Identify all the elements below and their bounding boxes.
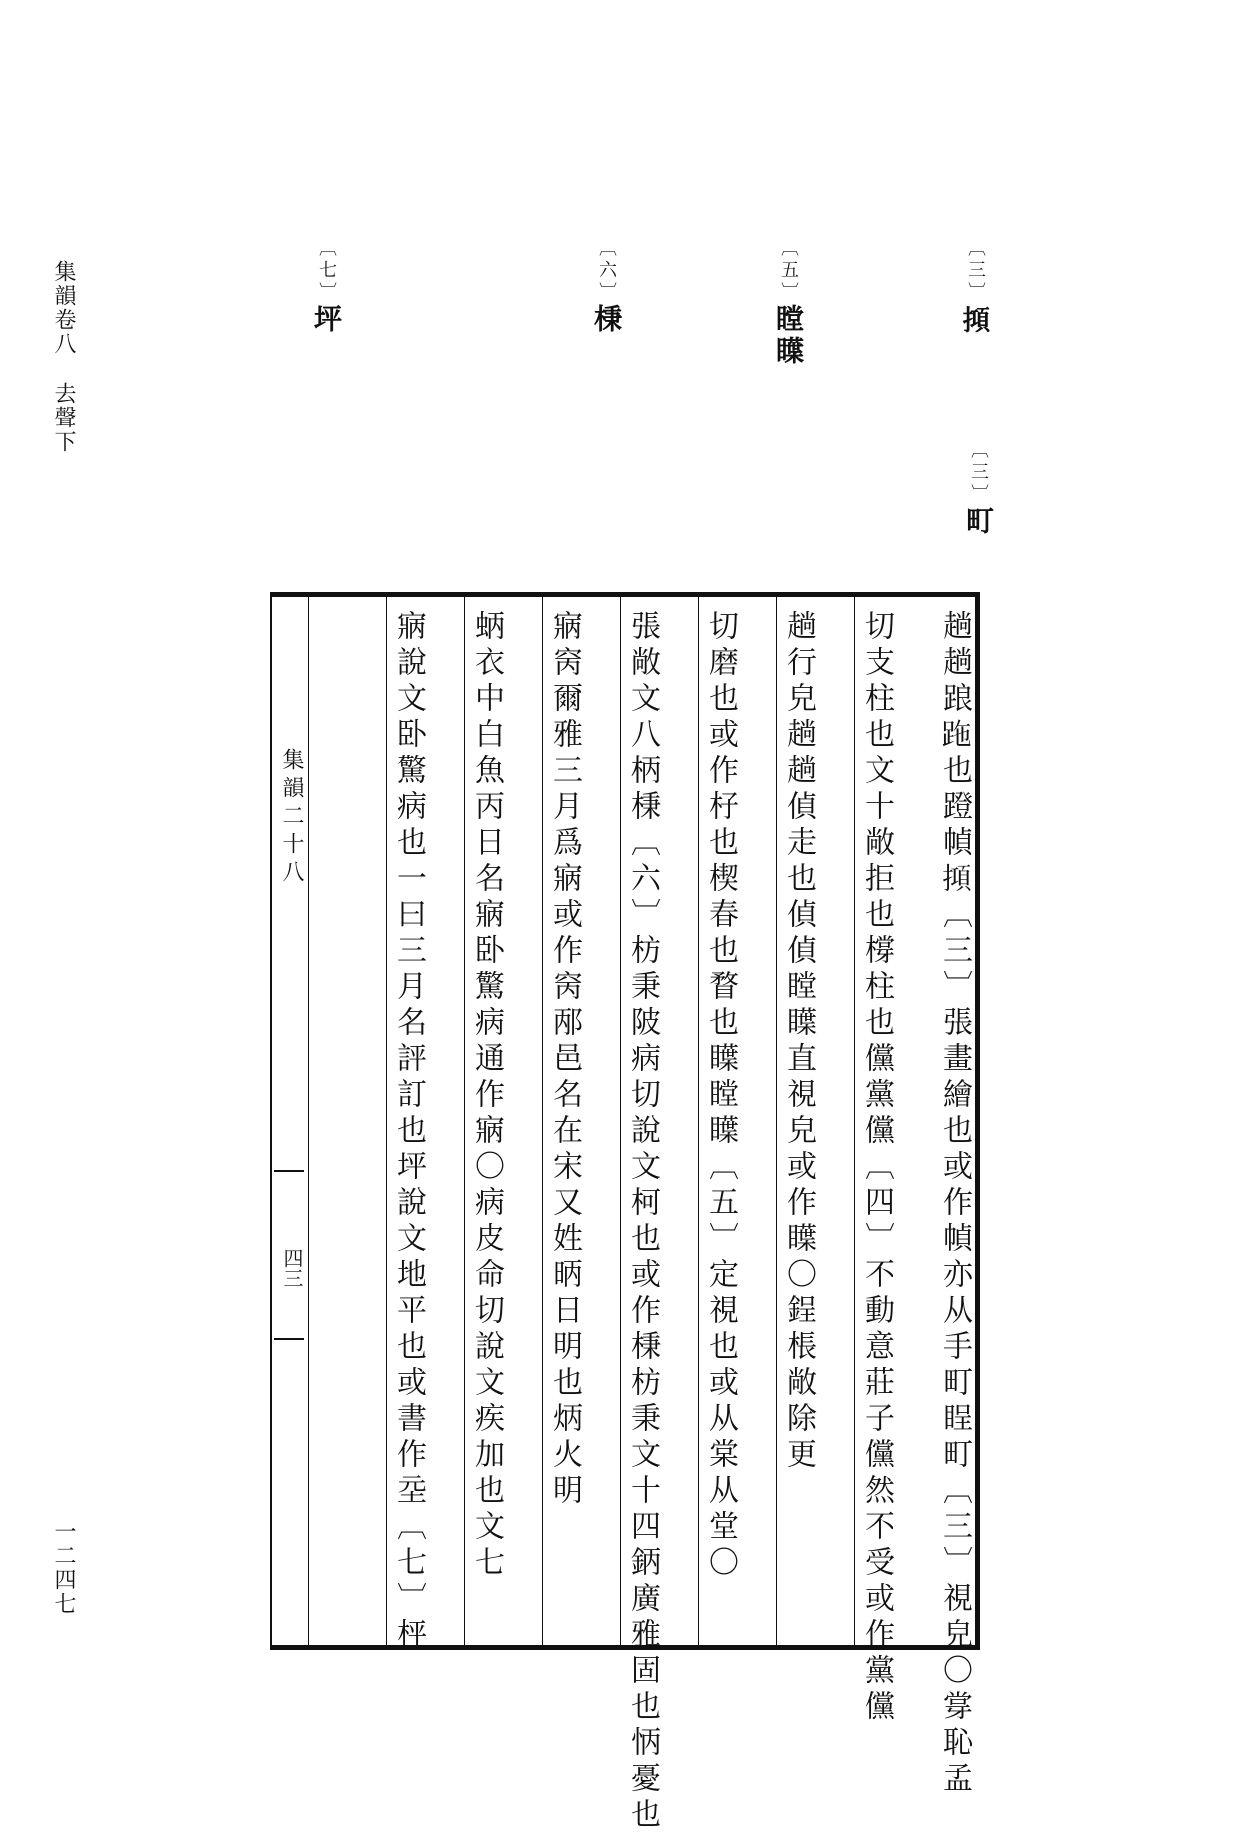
column-text: 趟趟踉𧿶也蹬幀𢴦〔三〕張畫繪也或作幀亦从手町睈町〔三〕視皃〇牚恥孟 <box>937 610 972 1798</box>
note-bracket: 〔三〕 <box>965 238 986 304</box>
gutter-rule <box>274 1338 304 1340</box>
text-column-2 <box>820 598 898 1726</box>
running-head-section: 去聲下 <box>51 382 76 454</box>
column-text: 寎窉爾雅三月爲寎或作窉邴邑名在宋又姓昞日明也炳火明 <box>547 610 582 1510</box>
note-bracket: 〔三〕 <box>968 440 989 506</box>
text-column-5 <box>586 598 664 1834</box>
block-gutter <box>272 598 306 1648</box>
text-column-7 <box>430 598 508 1642</box>
page-number: 一二四七 <box>51 1520 76 1616</box>
column-divider <box>308 592 309 1650</box>
note-text: 棅 <box>590 304 623 336</box>
note-text: 𢴦 <box>959 304 992 336</box>
running-head-book: 集韻卷八 <box>51 260 76 356</box>
collation-note <box>306 238 346 336</box>
column-text: 切磨也或作杍也楔春也瞀也瞸瞠瞸〔五〕定視也或从棠从堂〇 <box>703 610 738 1582</box>
frame-top-border <box>270 592 980 597</box>
column-text: 蛃衣中白魚丙日名寎卧驚病通作寎〇病皮命切說文疾加也文七 <box>469 610 504 1582</box>
collation-note <box>958 440 998 538</box>
gutter-label: 集韻二十八 <box>279 748 304 888</box>
collation-note <box>586 238 626 336</box>
column-text: 寎說文卧驚病也一曰三月名評訂也坪說文地平也或書作坖〔七〕枰 <box>391 610 426 1654</box>
note-bracket: 〔七〕 <box>316 238 337 304</box>
note-bracket: 〔六〕 <box>596 238 617 304</box>
text-column-6 <box>508 598 586 1642</box>
column-text: 張敞文八柄棅〔六〕枋秉陂病切說文柯也或作棅枋秉文十四鈵廣雅固也怲憂也 <box>625 610 660 1834</box>
text-column-4 <box>664 598 742 1642</box>
note-text: 町 <box>962 506 995 538</box>
gutter-folio: 四三 <box>280 1248 304 1288</box>
collation-note <box>958 238 992 336</box>
column-text: 趟行皃趟趟偵走也偵偵瞠瞸直視皃或作瞸〇鋥棖敞除更 <box>781 610 816 1474</box>
note-text: 坪 <box>310 304 343 336</box>
note-bracket: 〔五〕 <box>778 238 799 304</box>
collation-note <box>768 238 808 368</box>
note-text: 瞠瞸 <box>772 304 805 368</box>
text-column-8 <box>352 598 430 1654</box>
text-column-1 <box>898 598 976 1798</box>
text-column-3 <box>742 598 820 1642</box>
column-text: 切支柱也文十敞拒也橕柱也儻黨儻〔四〕不動意莊子儻然不受或作黨儻 <box>859 610 894 1726</box>
gutter-rule <box>274 1170 304 1172</box>
